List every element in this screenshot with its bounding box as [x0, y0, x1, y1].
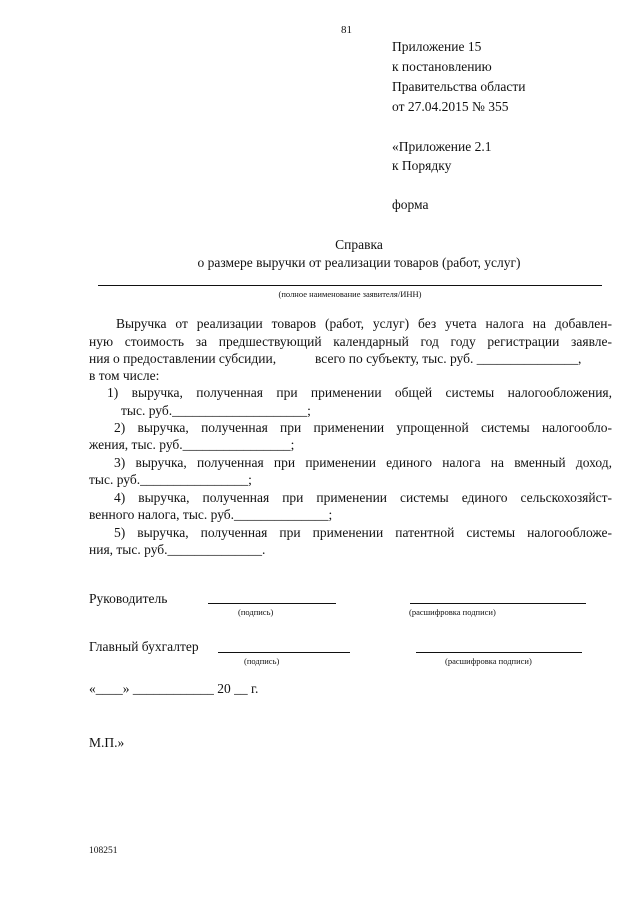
item-3-line1: 3) выручка, полученная при применении единого налога на вменный доход, [114, 455, 612, 470]
item-2-line1: 2) выручка, полученная при применении упрощенной системы налогообло- [114, 420, 612, 435]
applicant-name-line [98, 285, 602, 286]
item-1-line1: 1) выручка, полученная при применении общей системы налогообложения, [107, 385, 612, 400]
item-4-line1: 4) выручка, полученная при применении системы единого сельскохозяйст- [114, 490, 612, 505]
accountant-label: Главный бухгалтер [89, 639, 199, 654]
item-4-line2: венного налога, тыс. руб.______________; [89, 507, 333, 522]
sub-appendix-line-2: к Порядку [392, 158, 452, 173]
body-p1-line4: в том числе: [89, 368, 160, 383]
item-5-line1: 5) выручка, полученная при применении патентной системы налогообложе- [114, 525, 612, 540]
head-sign-line [208, 603, 336, 604]
item-1-line2: тыс. руб.____________________; [121, 403, 311, 418]
item-5-line2: ния, тыс. руб.______________. [89, 542, 266, 557]
head-label: Руководитель [89, 591, 168, 606]
appendix-line-3: Правительства области [392, 79, 526, 94]
sub-appendix-line-1: «Приложение 2.1 [392, 139, 492, 154]
document-title: Справка [335, 237, 383, 252]
date-line: «____» ____________ 20 __ г. [89, 681, 259, 696]
appendix-line-2: к постановлению [392, 59, 492, 74]
body-p1-line3-total: всего по субъекту, тыс. руб. _______________, [315, 351, 582, 366]
head-decode-line [410, 603, 586, 604]
stamp-label: М.П.» [89, 735, 125, 750]
accountant-sign-caption: (подпись) [244, 656, 280, 666]
item-3-line2: тыс. руб.________________; [89, 472, 252, 487]
page-number: 81 [341, 24, 352, 36]
body-p1-line2: ную стоимость за предшествующий календарный год году регистрации заявле- [89, 334, 612, 349]
appendix-line-1: Приложение 15 [392, 39, 482, 54]
document-code: 108251 [89, 846, 118, 856]
accountant-decode-caption: (расшифровка подписи) [445, 656, 532, 666]
appendix-line-4: от 27.04.2015 № 355 [392, 99, 509, 114]
document-subtitle: о размере выручки от реализации товаров (работ, услуг) [197, 255, 521, 270]
body-p1-line3: ния о предоставлении субсидии, [89, 351, 277, 366]
body-p1-line1: Выручка от реализации товаров (работ, услуг) без учета налога на добавлен- [116, 316, 612, 331]
applicant-caption: (полное наименование заявителя/ИНН) [278, 289, 422, 299]
accountant-decode-line [416, 652, 582, 653]
form-label: форма [392, 197, 429, 212]
head-sign-caption: (подпись) [238, 607, 274, 617]
item-2-line2: жения, тыс. руб.________________; [89, 437, 295, 452]
accountant-sign-line [218, 652, 350, 653]
head-decode-caption: (расшифровка подписи) [409, 607, 496, 617]
